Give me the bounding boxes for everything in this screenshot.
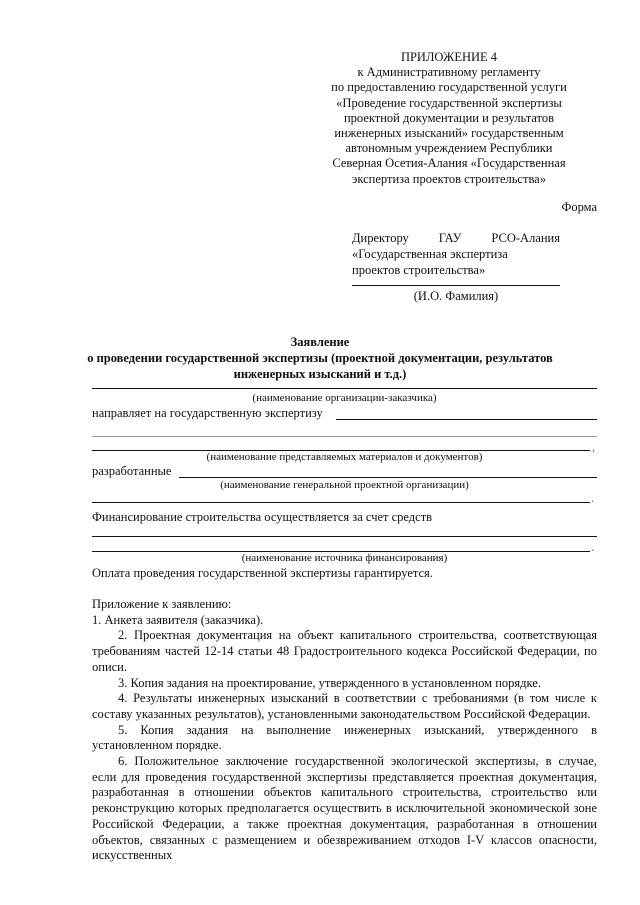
appendix-line: проектной документации и результатов [343, 110, 554, 125]
attachment-item: 3. Копия задания на проектирование, утвержденного в установленном порядке. [118, 675, 541, 690]
financing-text: Финансирование строительства осуществляется за счет средств [92, 510, 433, 524]
general-designer-caption: (наименование генеральной проектной организации) [220, 479, 469, 491]
addressee [352, 230, 560, 278]
materials-caption: (наименование представляемых материалов и документов) [206, 451, 483, 463]
appendix-line: «Проведение государственной экспертизы [336, 95, 562, 110]
appendix-header [318, 50, 580, 187]
financing-period: . [591, 540, 595, 554]
appendix-line: по предоставлению государственной услуги [331, 80, 567, 95]
financing-line-1 [92, 536, 597, 537]
appendix-line: экспертиза проектов строительства» [352, 171, 546, 186]
addressee-caption: (И.О. Фамилия) [413, 289, 499, 303]
appendix-line: инженерных изысканий» государственным [334, 126, 564, 141]
form-label: Форма [561, 200, 597, 214]
document-title [75, 334, 565, 382]
addressee-line-2: проектов строительства» [352, 263, 486, 277]
designer-period: . [591, 491, 595, 505]
attachment-item: 4. Результаты инженерных изысканий в соответствии с требованиями (в том числе к составу указанных результатов), установленными законодательством Российской Федерации. [92, 691, 597, 721]
customer-name-line [92, 388, 597, 389]
attachment-item: 2. Проектная документация на объект капитального строительства, соответствующая требованиям частей 12-14 статьи 48 Градостроительного кодекса Российской Федерации, по описи. [92, 628, 597, 674]
developed-text: разработанные [92, 464, 172, 478]
attachment-item: 5. Копия задания на выполнение инженерных изысканий, утвержденного в установленном порядке. [92, 722, 597, 753]
attachment-item: 6. Положительное заключение государственной экологической экспертизы, в случае, если для проведения государственной экспертизы представляется проектная документация, разработанная в отношении объектов капитального строительства, строительство или реконструкцию которых предполагается осуществить в исключительной экономической зоне Российской Федерации, а также проектная документация, разработанная в отношении объектов, связанных с размещением и обезвреживанием отходов I-V классов опасности, искусственных [92, 754, 597, 863]
materials-line-1 [336, 419, 597, 420]
title-line-3: инженерных изысканий и т.д.) [233, 367, 407, 381]
appendix-line: Северная Осетия-Алания «Государственная [332, 156, 566, 171]
title-line-1: Заявление [290, 335, 350, 349]
general-designer-line-2 [92, 502, 590, 503]
attachments-heading: Приложение к заявлению: [92, 597, 232, 611]
appendix-line: к Административному регламенту [357, 65, 541, 80]
materials-comma: , [592, 440, 596, 454]
customer-name-caption: (наименование организации-заказчика) [252, 392, 437, 404]
financing-caption: (наименование источника финансирования) [241, 552, 448, 564]
title-line-2: о проведении государственной экспертизы (проектной документации, результатов [87, 351, 553, 365]
payment-text: Оплата проведения государственной экспертизы гарантируется. [92, 566, 433, 580]
attachment-item: 1. Анкета заявителя (заказчика). [92, 612, 264, 627]
materials-line-2 [92, 436, 597, 437]
general-designer-line [179, 477, 597, 478]
addressee-signature-line [352, 285, 560, 286]
attachments [92, 597, 597, 864]
addressee-line-1: Директору ГАУ РСО-Алания «Государственная экспертиза [352, 231, 560, 261]
directs-text: направляет на государственную экспертизу [92, 406, 323, 420]
appendix-line: ПРИЛОЖЕНИЕ 4 [400, 50, 498, 64]
appendix-line: автономным учреждением Республики [345, 141, 553, 156]
